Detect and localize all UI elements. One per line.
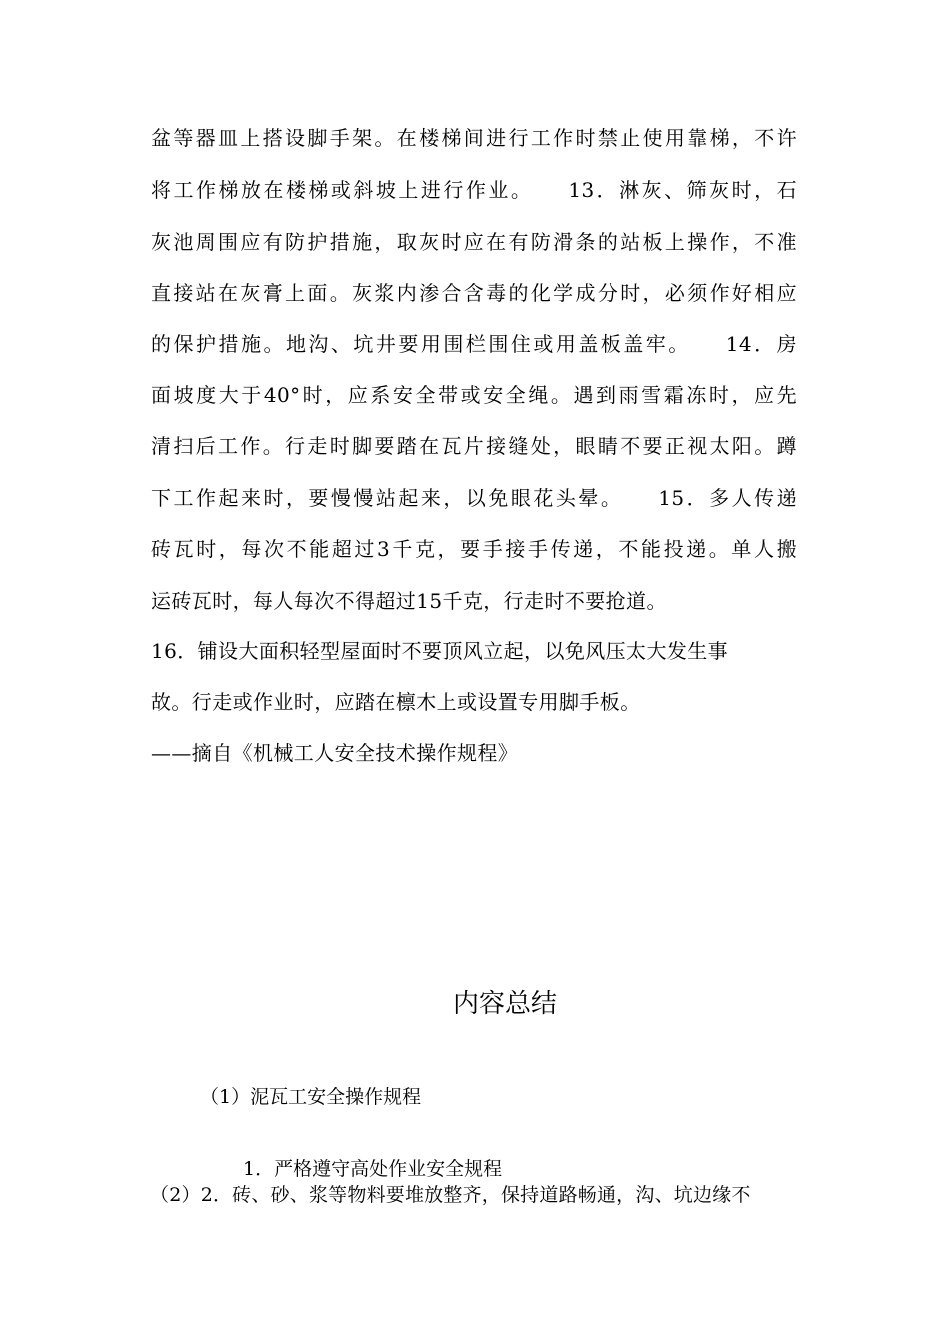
body-line: 16．铺设大面积轻型屋面时不要顶风立起，以免风压太大发生事	[151, 639, 729, 663]
source-citation: ——摘自《机械工人安全技术操作规程》	[151, 741, 519, 765]
summary-section-heading: （1）泥瓦工安全操作规程	[200, 1086, 422, 1108]
body-line: 将工作梯放在楼梯或斜坡上进行作业。 13．淋灰、筛灰时，石	[151, 178, 797, 202]
body-line: 灰池周围应有防护措施，取灰时应在有防滑条的站板上操作，不准	[151, 230, 797, 254]
body-line: 清扫后工作。行走时脚要踏在瓦片接缝处，眼睛不要正视太阳。蹲	[151, 434, 797, 458]
body-line: 下工作起来时，要慢慢站起来，以免眼花头晕。 15．多人传递	[151, 486, 797, 510]
body-line: 砖瓦时，每次不能超过3千克，要手接手传递，不能投递。单人搬	[151, 537, 797, 561]
body-line: 运砖瓦时，每人每次不得超过15千克，行走时不要抢道。	[151, 589, 667, 613]
body-line: 故。行走或作业时，应踏在檩木上或设置专用脚手板。	[151, 690, 641, 714]
summary-item: 1．严格遵守高处作业安全规程	[243, 1158, 503, 1180]
body-line: 盆等器皿上搭设脚手架。在楼梯间进行工作时禁止使用靠梯，不许	[151, 126, 797, 150]
summary-item: （2）2．砖、砂、浆等物料要堆放整齐，保持道路畅通，沟、坑边缘不	[150, 1184, 751, 1206]
body-line: 的保护措施。地沟、坑井要用围栏围住或用盖板盖牢。 14．房	[151, 332, 797, 356]
summary-title: 内容总结	[452, 989, 557, 1019]
body-line: 直接站在灰膏上面。灰浆内渗合含毒的化学成分时，必须作好相应	[151, 281, 797, 305]
body-line: 面坡度大于40°时，应系安全带或安全绳。遇到雨雪霜冻时，应先	[151, 383, 797, 407]
